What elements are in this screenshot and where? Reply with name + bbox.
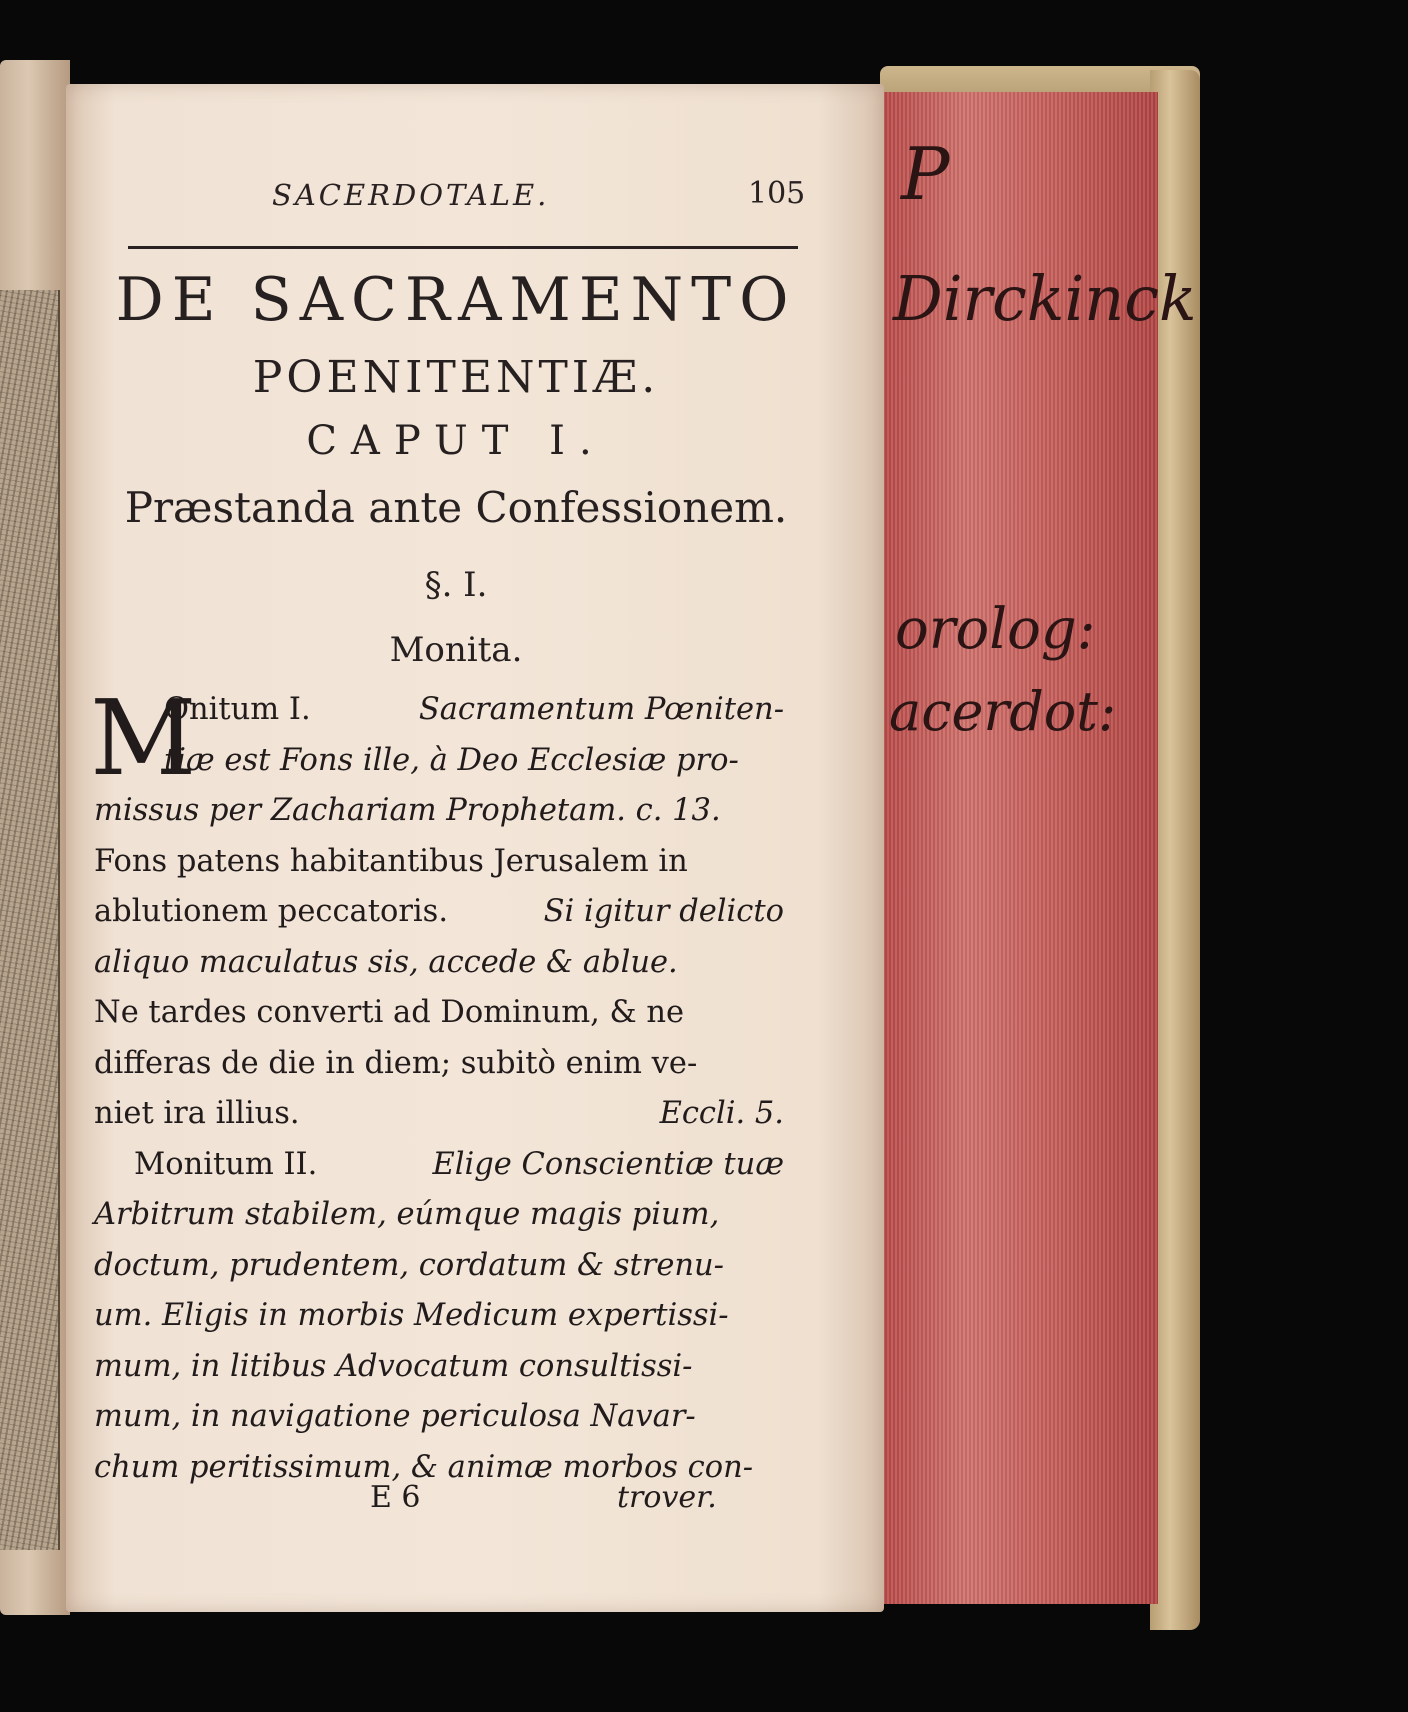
text-line: [94, 1147, 784, 1198]
facing-page: [0, 60, 70, 1615]
red-fore-edge: [880, 92, 1197, 1604]
signature-mark: E 6: [370, 1480, 421, 1515]
body-text: [90, 677, 784, 1500]
text-line: [94, 1298, 784, 1349]
drop-cap: M: [90, 677, 197, 799]
text-span: ablutionem peccatoris.: [94, 894, 449, 929]
fore-edge-inscription-2: Dirckinck: [893, 262, 1197, 335]
text-line: [94, 844, 784, 895]
text-line: [94, 1399, 784, 1450]
text-span: Sacramentum Pœniten-: [418, 692, 784, 727]
text-line: [94, 945, 784, 996]
page-number: 105: [748, 176, 806, 211]
text-span: mum, in litibus Advocatum consultissi-: [94, 1348, 693, 1384]
text-span: Arbitrum stabilem, eúmque magis pium,: [94, 1197, 720, 1232]
text-line: [94, 743, 784, 794]
fore-edge-inscription-1: P: [901, 132, 950, 216]
fore-edge-inscription-4: acerdot:: [889, 680, 1117, 743]
text-span: aliquo maculatus sis, accede & ablue.: [94, 944, 678, 980]
section-mark: §. I.: [424, 565, 488, 605]
text-line: [94, 692, 784, 743]
text-span: Onitum I.: [164, 692, 311, 727]
subheading: Monita.: [389, 630, 523, 670]
text-span: Elige Conscientiæ tuæ: [432, 1146, 784, 1182]
text-span: Si igitur delicto: [543, 894, 784, 929]
fore-edge-inscription-3: orolog:: [895, 597, 1096, 662]
text-span: Eccli. 5.: [659, 1096, 784, 1131]
text-span: mum, in navigatione periculosa Navar-: [94, 1399, 696, 1434]
text-line: [94, 1096, 784, 1147]
text-span: niet ira illius.: [94, 1096, 300, 1131]
catchword: trover.: [617, 1480, 717, 1515]
text-span: missus per Zachariam Prophetam. c. 13.: [94, 793, 721, 828]
text-line: [94, 1349, 784, 1400]
text-span: differas de die in diem; subitò enim ve-: [94, 1045, 698, 1081]
text-span: um. Eligis in morbis Medicum expertissi-: [94, 1298, 729, 1333]
text-span: chum peritissimum, & animæ morbos con-: [94, 1449, 754, 1485]
text-line: [94, 793, 784, 844]
frontispiece-engraving: [0, 290, 60, 1550]
caput-heading: CAPUT I.: [306, 418, 606, 464]
text-line: [94, 894, 784, 945]
text-span: Ne tardes converti ad Dominum, & ne: [94, 995, 685, 1030]
chapter-title: DE SACRAMENTO: [115, 265, 797, 335]
section-title: Præstanda ante Confessionem.: [124, 483, 788, 532]
text-span: Fons patens habitantibus Jerusalem in: [94, 843, 688, 879]
chapter-title-2: POENITENTIÆ.: [252, 352, 660, 403]
text-line: [94, 1197, 784, 1248]
text-line: [94, 1046, 784, 1097]
header-rule: [128, 246, 798, 249]
running-head: SACERDOTALE.: [272, 178, 550, 212]
text-span: doctum, prudentem, cordatum & strenu-: [94, 1247, 724, 1283]
text-span: tiæ est Fons ille, à Deo Ecclesiæ pro-: [164, 742, 739, 778]
text-line: [94, 1248, 784, 1299]
text-span: Monitum II.: [134, 1146, 318, 1182]
text-line: [94, 995, 784, 1046]
